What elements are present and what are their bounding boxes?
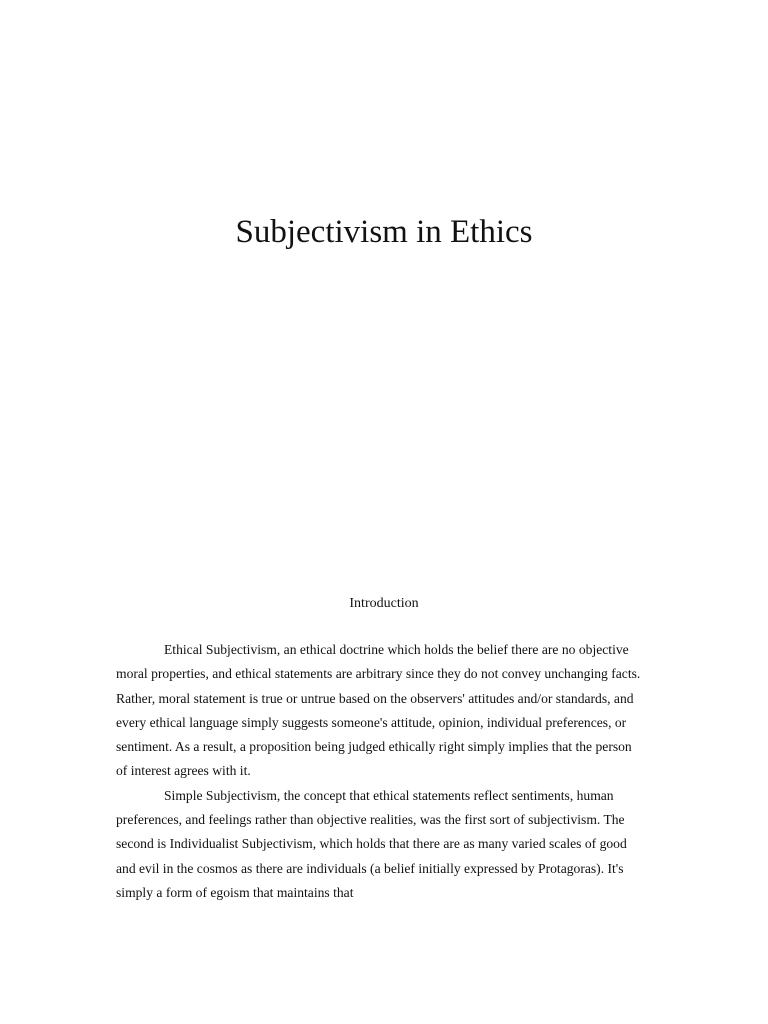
body-text: [116, 638, 644, 905]
document-title: Subjectivism in Ethics: [235, 214, 533, 250]
section-heading-introduction: Introduction: [349, 596, 419, 611]
paragraph-1: Ethical Subjectivism, an ethical doctrine which holds the belief there are no objective moral properties, and ethical statements are arbitrary since they do not convey unchanging facts. Rather, moral statement is true or untrue based on the observers' attitudes and/or standards, and every ethical language simply suggests someone's attitude, opinion, individual preferences, or sentiment. As a result, a proposition being judged ethically right simply implies that the person of interest agrees with it.: [116, 642, 641, 779]
paragraph-2: Simple Subjectivism, the concept that ethical statements reflect sentiments, human preferences, and feelings rather than objective realities, was the first sort of subjectivism. The second is Individualist Subjectivism, which holds that there are as many varied scales of good and evil in the cosmos as there are individuals (a belief initially expressed by Protagoras). It's simply a form of egoism that maintains that: [116, 787, 627, 900]
